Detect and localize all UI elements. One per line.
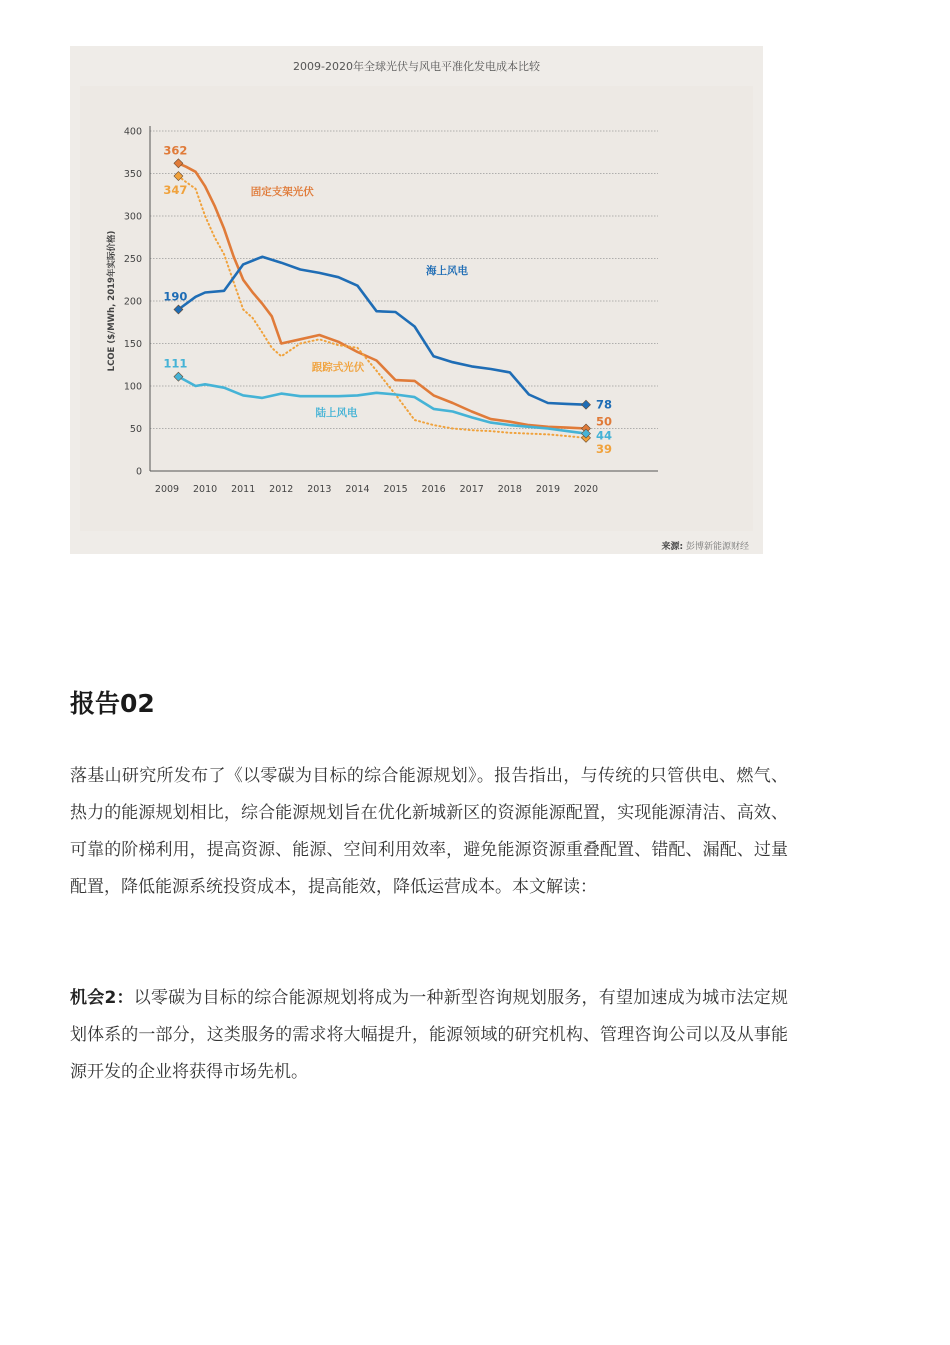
y-axis-label: LCOE ($/MWh, 2019年实际价格) (107, 230, 117, 372)
series-annotation: 陆上风电 (315, 406, 358, 419)
report-heading: 报告02 (70, 689, 155, 718)
x-tick-label: 2014 (345, 484, 370, 495)
opportunity-label: 机会2： (70, 988, 134, 1008)
data-label: 190 (163, 289, 188, 304)
x-tick-label: 2011 (231, 484, 256, 495)
x-tick-label: 2013 (307, 484, 332, 495)
y-tick-label: 350 (123, 169, 142, 180)
x-tick-label: 2017 (459, 484, 484, 495)
intro-paragraph: 落基山研究所发布了《以零碳为目标的综合能源规划》。报告指出，与传统的只管供电、燃气、热力的能源规划相比，综合能源规划旨在优化新城新区的资源能源配置，实现能源清洁、高效、可靠的阶梯利用，提高资源、能源、空间利用效率，避免能源资源重叠配置、错配、漏配、过量配置，降低能源系统投资成本，提高能效，降低运营成本。本文解读： (70, 766, 788, 897)
x-tick-label: 2015 (383, 484, 408, 495)
series-annotation: 固定支架光伏 (250, 185, 314, 198)
data-label: 78 (596, 397, 613, 412)
data-label: 362 (163, 143, 188, 158)
series-annotation: 跟踪式光伏 (311, 361, 365, 374)
x-tick-label: 2009 (154, 484, 180, 495)
source-value: 彭博新能源财经 (685, 542, 749, 552)
source-label: 来源: (661, 542, 684, 552)
y-tick-label: 100 (123, 381, 142, 393)
x-tick-label: 2012 (269, 484, 294, 495)
y-tick-label: 400 (123, 126, 142, 138)
x-tick-label: 2020 (573, 484, 599, 495)
y-tick-label: 50 (129, 424, 142, 435)
data-label: 111 (163, 356, 188, 371)
y-tick-label: 200 (123, 296, 142, 308)
data-label: 50 (596, 414, 613, 429)
y-tick-label: 0 (135, 466, 142, 478)
series-annotation: 海上风电 (426, 264, 469, 277)
opportunity-text: 以零碳为目标的综合能源规划将成为一种新型咨询规划服务，有望加速成为城市法定规划体系的一部分，这类服务的需求将大幅提升，能源领域的研究机构、管理咨询公司以及从事能源开发的企业将获得市场先机。 (70, 988, 788, 1082)
y-tick-label: 300 (123, 211, 142, 223)
chart-figure (70, 46, 763, 554)
x-tick-label: 2010 (192, 484, 218, 495)
data-label: 39 (596, 441, 613, 456)
lcoe-line-chart (70, 46, 763, 554)
chart-source (662, 539, 750, 552)
x-tick-label: 2018 (497, 484, 522, 495)
y-tick-label: 250 (123, 254, 142, 265)
y-tick-label: 150 (123, 339, 142, 350)
opportunity-paragraph (70, 980, 788, 1091)
x-tick-label: 2019 (535, 484, 561, 495)
chart-title: 2009-2020年全球光伏与风电平准化发电成本比较 (293, 60, 540, 73)
data-label: 347 (163, 183, 188, 198)
data-label: 44 (596, 428, 613, 443)
x-tick-label: 2016 (421, 484, 446, 495)
